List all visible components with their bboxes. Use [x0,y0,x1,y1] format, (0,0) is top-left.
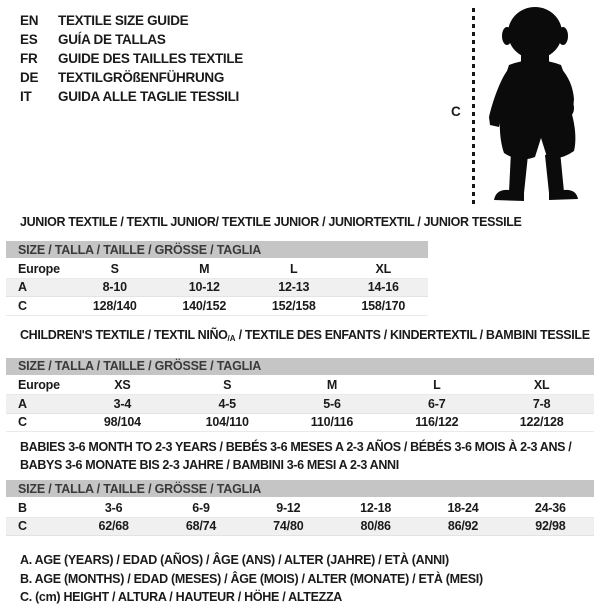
cell-value: 80/86 [332,517,419,536]
cell-value: 4-5 [175,395,280,414]
table-row [6,259,428,278]
language-row [20,11,243,30]
cell-value: 18-24 [419,498,506,517]
table-title [20,328,594,346]
cell-value: 14-16 [339,278,429,297]
table-row [6,278,428,297]
language-code: ES [20,32,38,47]
language-row [20,30,243,49]
language-title: TEXTILGRÖßENFÜHRUNG [58,70,225,85]
size-header-row [6,480,594,498]
language-code: EN [20,13,39,28]
language-row [20,49,243,68]
table-row [6,413,594,432]
height-measure-dotted-line [472,8,475,205]
table-row [6,376,594,395]
notes-list [20,551,594,607]
table-title [20,438,594,456]
size-header-bar: SIZE / TALLA / TAILLE / GRÖSSE / TAGLIA [6,480,594,498]
cell-value: 7-8 [489,395,594,414]
size-header-row [6,241,428,259]
size-tables-area [6,213,594,607]
cell-value: 3-6 [70,498,157,517]
language-title: GUIDE DES TAILLES TEXTILE [58,51,244,66]
cell-value: S [175,376,280,395]
table-title [20,215,594,229]
table-row [6,498,594,517]
cell-value: 140/152 [160,297,250,316]
language-title: GUÍA DE TALLAS [58,32,166,47]
cell-value: 9-12 [245,498,332,517]
cell-value: 12-13 [249,278,339,297]
cell-value: XL [339,259,429,278]
cell-value: L [249,259,339,278]
language-row [20,87,243,106]
row-label: B [6,498,70,517]
table-title-text: BABYS 3-6 MONATE BIS 2-3 JAHRE / BAMBINI 3-6 MESI A 2-3 ANNI [20,458,399,472]
language-title: GUIDA ALLE TAGLIE TESSILI [58,89,239,104]
size-header-bar: SIZE / TALLA / TAILLE / GRÖSSE / TAGLIA [6,241,428,259]
cell-value: 110/116 [280,413,385,432]
language-list [20,11,243,106]
note-line: C. (cm) HEIGHT / ALTURA / HAUTEUR / HÖHE / ALTEZZA [20,590,343,604]
toddler-silhouette-icon [477,5,597,205]
cell-value: 8-10 [70,278,160,297]
cell-value: M [160,259,250,278]
cell-value: 152/158 [249,297,339,316]
cell-value: 92/98 [507,517,594,536]
table-title-text: JUNIOR TEXTILE / TEXTIL JUNIOR/ TEXTILE JUNIOR / JUNIORTEXTIL / JUNIOR TESSILE [20,215,522,229]
size-table-babies [6,480,594,536]
cell-value: M [280,376,385,395]
size-table-section-junior [6,215,594,316]
row-label: C [6,297,70,316]
language-code: IT [20,89,32,104]
row-label: Europe [6,259,70,278]
cell-value: 158/170 [339,297,429,316]
table-title-text: CHILDREN'S TEXTILE / TEXTIL NIÑO [20,327,228,342]
table-title-text: / TEXTILE DES ENFANTS / KINDERTEXTIL / BAMBINI TESSILE [235,327,590,342]
cell-value: 68/74 [157,517,244,536]
size-table-section-children [6,328,594,433]
table-title-subscript: /A [227,333,236,343]
measure-c-label: C [451,104,461,119]
cell-value: L [384,376,489,395]
size-header-row [6,358,594,376]
size-header-bar: SIZE / TALLA / TAILLE / GRÖSSE / TAGLIA [6,358,594,376]
cell-value: 6-9 [157,498,244,517]
language-code: FR [20,51,38,66]
cell-value: XS [70,376,175,395]
row-label: A [6,395,70,414]
cell-value: XL [489,376,594,395]
note-line: A. AGE (YEARS) / EDAD (AÑOS) / ÂGE (ANS) / ALTER (JAHRE) / ETÀ (ANNI) [20,553,449,567]
cell-value: 12-18 [332,498,419,517]
size-table-section-babies [6,438,594,536]
table-title-text: BABIES 3-6 MONTH TO 2-3 YEARS / BEBÉS 3-6 MESES A 2-3 AÑOS / BÉBÉS 3-6 MOIS À 2-3 ANS / [20,440,572,454]
cell-value: 5-6 [280,395,385,414]
note-line: B. AGE (MONTHS) / EDAD (MESES) / ÂGE (MOIS) / ALTER (MONATE) / ETÀ (MESI) [20,571,483,586]
language-row [20,68,243,87]
table-row [6,395,594,414]
language-code: DE [20,70,39,85]
row-label: A [6,278,70,297]
cell-value: 24-36 [507,498,594,517]
row-label: C [6,413,70,432]
cell-value: 62/68 [70,517,157,536]
row-label: Europe [6,376,70,395]
cell-value: 10-12 [160,278,250,297]
table-title [20,456,594,474]
table-row [6,517,594,536]
size-table-children [6,358,594,433]
language-title: TEXTILE SIZE GUIDE [58,13,189,28]
cell-value: S [70,259,160,278]
cell-value: 3-4 [70,395,175,414]
cell-value: 74/80 [245,517,332,536]
cell-value: 98/104 [70,413,175,432]
cell-value: 6-7 [384,395,489,414]
cell-value: 86/92 [419,517,506,536]
size-table-junior [6,241,428,316]
cell-value: 104/110 [175,413,280,432]
cell-value: 122/128 [489,413,594,432]
table-row [6,297,428,316]
row-label: C [6,517,70,536]
cell-value: 116/122 [384,413,489,432]
cell-value: 128/140 [70,297,160,316]
